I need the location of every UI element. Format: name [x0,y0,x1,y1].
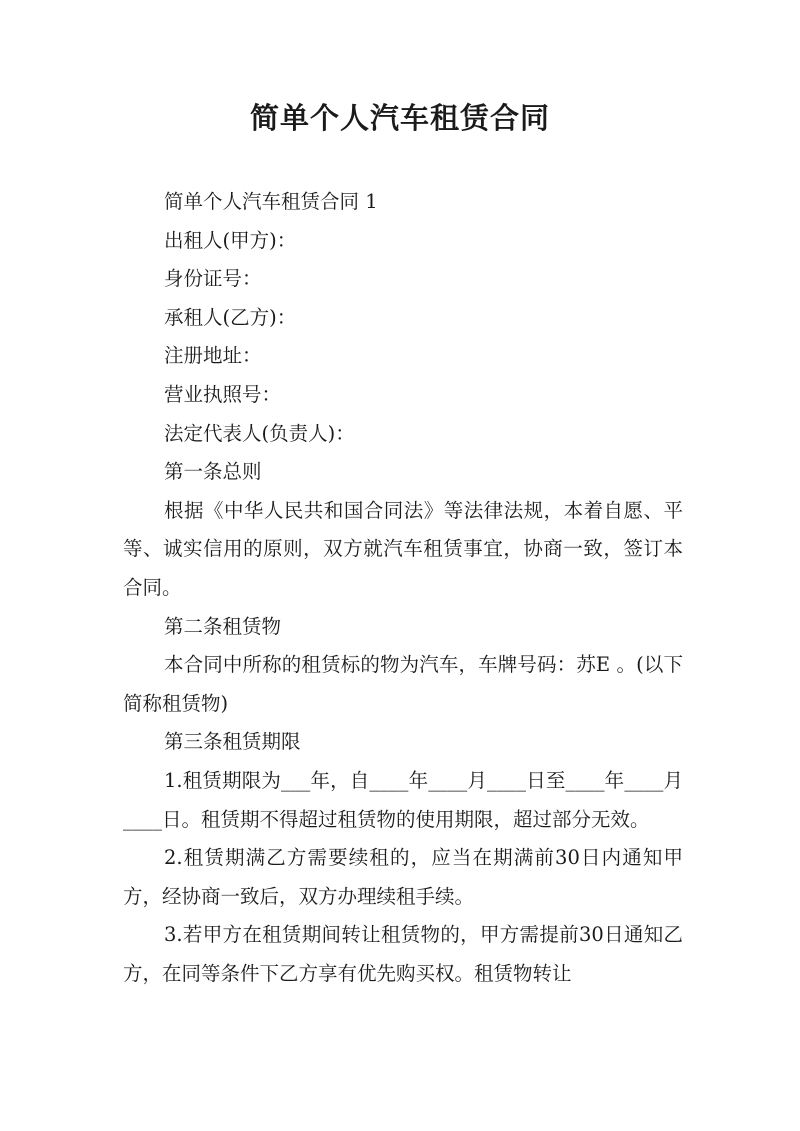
article-3-clause-2: 2.租赁期满乙方需要续租的，应当在期满前30日内通知甲方，经协商一致后，双方办理续租手续。 [123,846,683,908]
article-2-heading: 第二条租赁物 [164,614,282,638]
legal-representative-field-label: 法定代表人(负责人)： [164,421,355,445]
article-3-clause-1: 1.租赁期限为___年，自____年____月____日至____年____月____日。租赁期不得超过租赁物的使用期限，超过部分无效。 [123,768,683,831]
business-license-field-label: 营业执照号： [164,382,282,406]
document-title: 简单个人汽车租赁合同 [249,101,550,135]
article-3-heading: 第三条租赁期限 [164,730,301,754]
article-1-heading: 第一条总则 [164,460,262,484]
id-number-field-label: 身份证号： [164,267,262,291]
lessee-field-label: 承租人(乙方)： [164,305,297,329]
document-body [123,183,683,993]
article-2-paragraph: 本合同中所称的租赁标的物为汽车，车牌号码：苏E 。(以下简称租赁物) [123,653,683,715]
contract-heading-line: 简单个人汽车租赁合同 1 [164,190,378,213]
article-1-paragraph: 根据《中华人民共和国合同法》等法律法规，本着自愿、平等、诚实信用的原则，双方就汽车租赁事宜，协商一致，签订本合同。 [123,498,683,599]
article-3-clause-3: 3.若甲方在租赁期间转让租赁物的，甲方需提前30日通知乙方，在同等条件下乙方享有优先购买权。租赁物转让 [123,923,683,985]
registered-address-field-label: 注册地址： [164,344,262,368]
lessor-field-label: 出租人(甲方)： [164,228,297,252]
